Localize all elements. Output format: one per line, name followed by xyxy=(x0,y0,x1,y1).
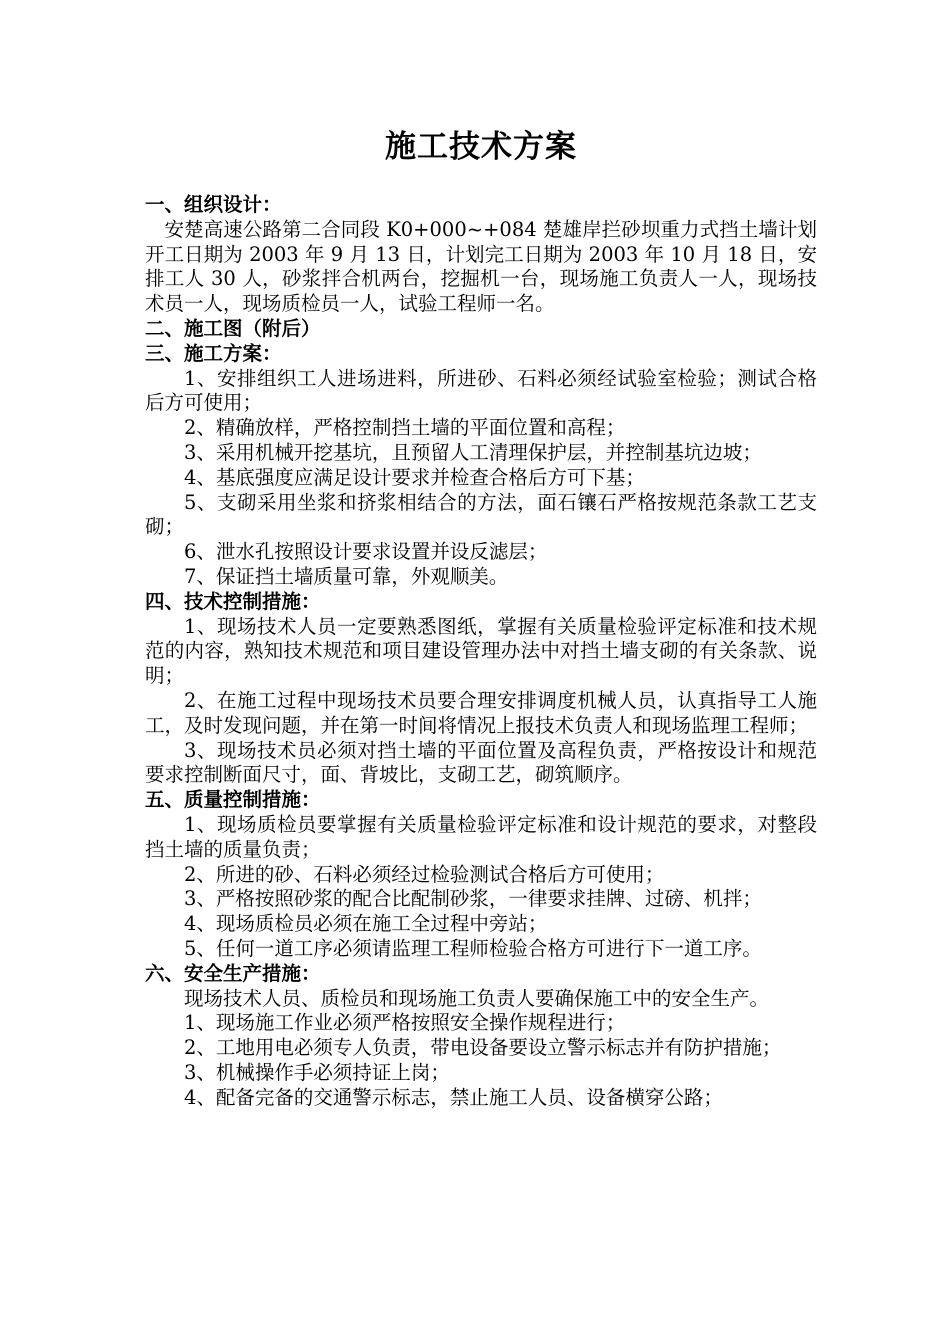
section-organization xyxy=(145,193,817,317)
section-drawings xyxy=(145,317,817,342)
list-item: 1、现场技术人员一定要熟悉图纸，掌握有关质量检验评定标准和技术规范的内容，熟知技术规范和项目建设管理办法中对挡土墙支砌的有关条款、说明； xyxy=(145,614,817,688)
document-title: 施工技术方案 xyxy=(385,129,577,165)
section-heading: 三、施工方案： xyxy=(145,341,282,365)
list-item: 1、现场质检员要掌握有关质量检验评定标准和设计规范的要求，对整段挡土墙的质量负责； xyxy=(145,812,817,861)
section-heading: 一、组织设计： xyxy=(145,193,282,216)
document-page xyxy=(145,127,817,1110)
section-quality-control xyxy=(145,788,817,962)
section-technical-control xyxy=(145,590,817,788)
list-item: 3、现场技术员必须对挡土墙的平面位置及高程负责，严格按设计和规范要求控制断面尺寸，面、背坡比，支砌工艺，砌筑顺序。 xyxy=(145,738,817,787)
list-item: 5、任何一道工序必须请监理工程师检验合格方可进行下一道工序。 xyxy=(184,936,762,960)
list-item: 2、所进的砂、石料必须经过检验测试合格后方可使用； xyxy=(184,862,665,886)
paragraph: 安楚高速公路第二合同段 K0+000~+084 楚雄岸拦砂坝重力式挡土墙计划开工日期为 2003 年 9 月 13 日，计划完工日期为 2003 年 10 月 18 日，安排工人 30 人，砂浆拌合机两台，挖掘机一台，现场施工负责人一人，现场技术员一人，现场质检员一人，试验工程师一名。 xyxy=(145,217,817,316)
paragraph: 现场技术人员、质检员和现场施工负责人要确保施工中的安全生产。 xyxy=(184,986,770,1010)
list-item: 1、安排组织工人进场进料，所进砂、石料必须经试验室检验；测试合格后方可使用； xyxy=(145,366,817,415)
section-heading: 六、安全生产措施： xyxy=(145,961,321,985)
list-item: 7、保证挡土墙质量可靠，外观顺美。 xyxy=(184,564,509,588)
list-item: 3、严格按照砂浆的配合比配制砂浆，一律要求挂牌、过磅、机拌； xyxy=(184,887,762,911)
section-heading: 四、技术控制措施： xyxy=(145,589,321,613)
section-safety xyxy=(145,962,817,1111)
list-item: 2、在施工过程中现场技术员要合理安排调度机械人员，认真指导工人施工，及时发现问题，并在第一时间将情况上报技术负责人和现场监理工程师； xyxy=(145,688,817,737)
list-item: 3、采用机械开挖基坑，且预留人工清理保护层，并控制基坑边坡； xyxy=(184,440,762,464)
section-construction-plan xyxy=(145,342,817,590)
list-item: 5、支砌采用坐浆和挤浆相结合的方法，面石镶石严格按规范条款工艺支砌； xyxy=(145,490,817,539)
list-item: 3、机械操作手必须持证上岗； xyxy=(184,1060,450,1084)
list-item: 4、现场质检员必须在施工全过程中旁站； xyxy=(184,912,548,936)
section-heading: 二、施工图（附后） xyxy=(145,316,321,340)
list-item: 6、泄水孔按照设计要求设置并设反滤层； xyxy=(184,540,548,564)
list-item: 1、现场施工作业必须严格按照安全操作规程进行； xyxy=(184,1011,626,1035)
list-item: 2、精确放样，严格控制挡土墙的平面位置和高程； xyxy=(184,416,626,440)
list-item: 4、配备完备的交通警示标志，禁止施工人员、设备横穿公路； xyxy=(184,1085,723,1109)
list-item: 4、基底强度应满足设计要求并检查合格后方可下基； xyxy=(184,465,645,489)
list-item: 2、工地用电必须专人负责，带电设备要设立警示标志并有防护措施； xyxy=(184,1036,782,1060)
section-heading: 五、质量控制措施： xyxy=(145,788,321,812)
